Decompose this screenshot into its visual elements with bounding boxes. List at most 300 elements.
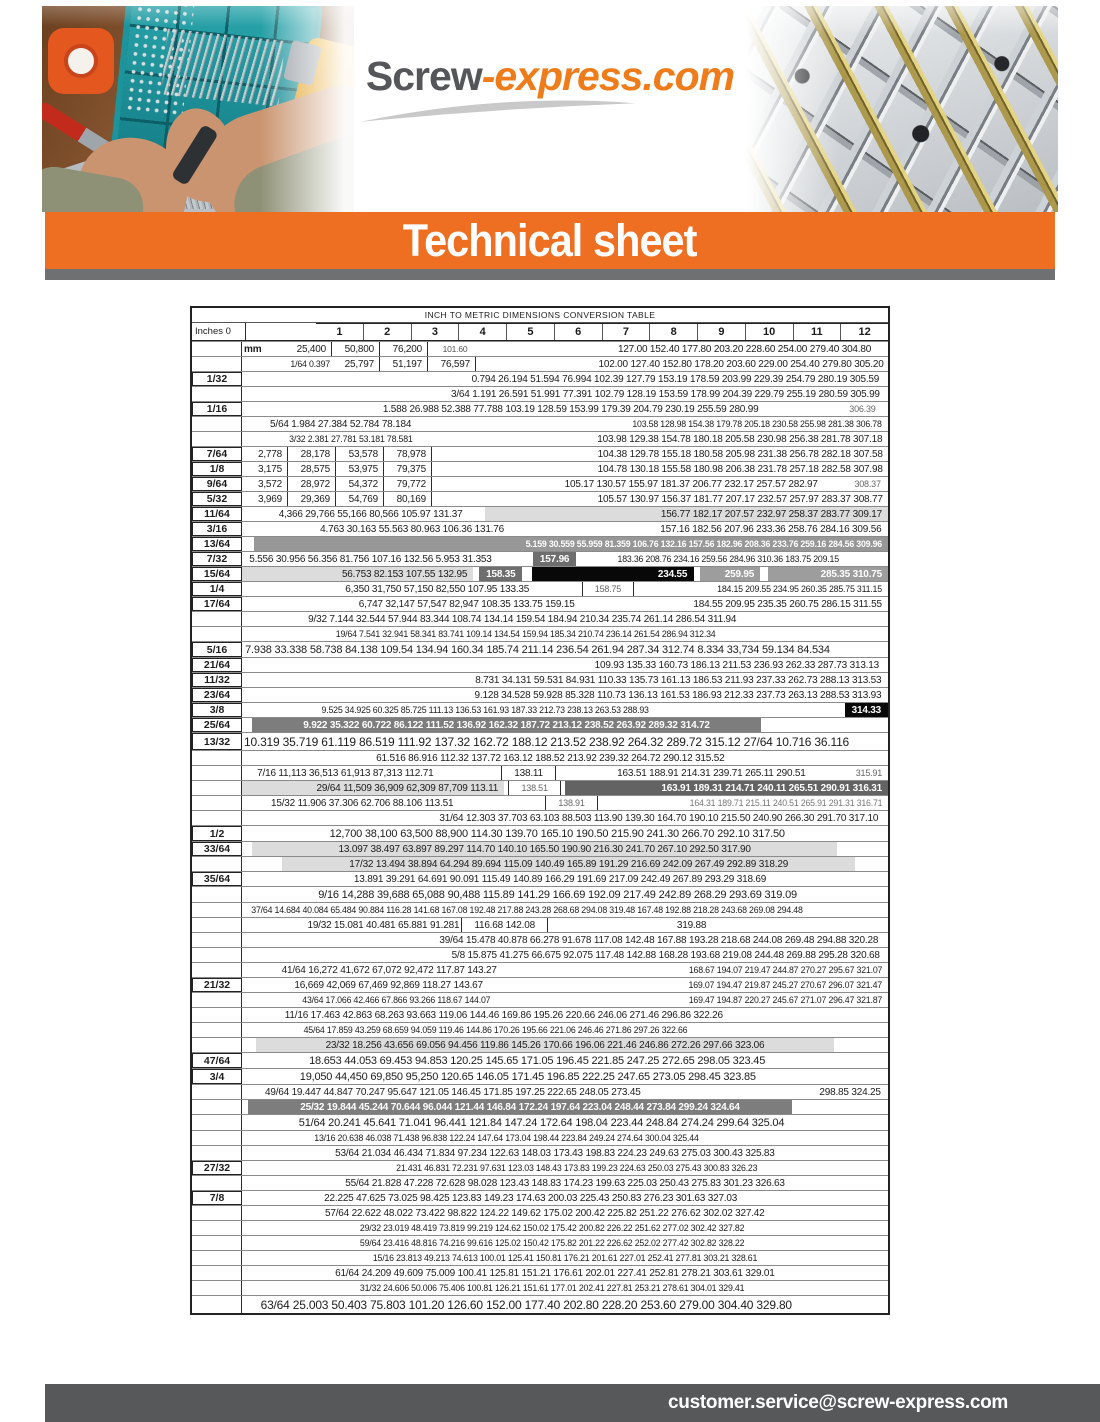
table-cell: 76,200: [380, 342, 428, 356]
table-cell: 29,369: [288, 492, 336, 506]
table-row: [192, 1280, 888, 1295]
table-row: [192, 626, 888, 641]
row-label: 33/64: [192, 842, 242, 856]
table-row: [192, 1190, 888, 1205]
table-cell: 45/64 17.859 43.259 68.659 94.059 119.46 144.86 170.26 195.66 221.06 246.46 271.86 297.26 322.66: [303, 1025, 688, 1035]
table-cell: 5.159 30.559 55.959 81.359 106.76 132.16 157.56 182.96 208.36 233.76 259.16 284.56 309.96: [254, 537, 888, 551]
logo-text: [330, 53, 770, 99]
table-row: [192, 611, 888, 626]
table-cell: 127.00 152.40 177.80 203.20 228.60 254.00 279.40 304.80: [617, 343, 872, 355]
table-row: [192, 810, 888, 825]
table-row: [192, 856, 888, 871]
table-cell: 184.55 209.95 235.35 260.75 286.15 311.55: [693, 598, 882, 610]
row-content: [242, 1191, 888, 1205]
table-cell: 28,972: [288, 477, 336, 491]
row-label: [192, 857, 242, 871]
row-content: [242, 857, 888, 871]
row-content: [242, 781, 888, 795]
row-content: [242, 1281, 888, 1295]
logo-text-secondary: -express.com: [481, 53, 735, 99]
row-label: 21/64: [192, 658, 242, 672]
row-content: [242, 1251, 888, 1265]
table-cell: 11/16 17.463 42.863 68.263 93.663 119.06 144.46 169.86 195.26 220.66 246.06 271.46 296.86 322.26: [284, 1009, 723, 1021]
screws-photo: [746, 6, 1058, 212]
column-header: 2: [363, 324, 411, 340]
row-content: [242, 1236, 888, 1250]
table-row: [192, 977, 888, 992]
table-cell: 163.91 189.31 214.71 240.11 265.51 290.91 316.31: [565, 781, 888, 795]
table-row: [192, 1084, 888, 1099]
row-content: [242, 402, 888, 416]
row-content: [242, 1115, 888, 1130]
table-cell: mm: [244, 343, 262, 355]
table-cell: 13.097 38.497 63.897 89.297 114.70 140.10 165.50 190.90 216.30 241.70 267.10 292.50 317.90: [252, 842, 837, 856]
table-cell: 80,169: [384, 492, 432, 506]
row-label: 1/4: [192, 582, 242, 596]
logo-text-primary: Screw: [365, 53, 482, 99]
table-cell: 157.16 182.56 207.96 233.36 258.76 284.16 309.56: [660, 523, 882, 535]
table-row: [192, 1007, 888, 1022]
table-row: [192, 521, 888, 536]
row-label: 11/32: [192, 673, 242, 687]
table-row: [192, 1068, 888, 1084]
table-cell: 53/64 21.034 46.434 71.834 97.234 122.63 148.03 173.43 198.83 224.23 249.63 275.03 300.43 325.83: [335, 1147, 775, 1159]
table-cell: 0.794 26.194 51.594 76.994 102.39 127.79 153.19 178.59 203.99 229.39 254.79 280.19 305.59: [471, 373, 880, 385]
table-cell: 19/64 7.541 32.941 58.341 83.741 109.14 134.54 159.94 185.34 210.74 236.14 261.54 286.94 312.34: [335, 629, 716, 639]
table-cell: 13.891 39.291 64.691 90.091 115.49 140.89 166.29 191.69 217.09 242.49 267.89 293.29 318.69: [353, 873, 767, 885]
table-cell: 51,197: [380, 357, 428, 371]
row-label: [192, 963, 242, 977]
table-cell: 23/32 18.256 43.656 69.056 94.456 119.86 145.26 170.66 196.06 221.46 246.86 272.26 297.66 323.06: [256, 1038, 834, 1052]
table-cell: 163.51 188.91 214.31 239.71 265.11 290.51: [617, 767, 806, 779]
table-cell: 25/32 19.844 45.244 70.644 96.044 121.44 146.84 172.24 197.64 223.04 248.44 273.84 299.24 324.64: [248, 1100, 792, 1114]
table-cell: 6,747 32,147 57,547 82,947 108.35 133.75 159.15: [358, 598, 575, 610]
table-cell: 138.11: [501, 766, 556, 780]
table-cell: 25,797: [332, 357, 380, 371]
photo-fade-overlay: [42, 6, 354, 212]
footer: [45, 1384, 1100, 1422]
column-header: 10: [745, 324, 793, 340]
table-row: [192, 841, 888, 856]
table-cell: 28,178: [288, 447, 336, 461]
table-cell: 306.39: [849, 404, 876, 414]
table-row: [192, 902, 888, 917]
row-content: [242, 963, 888, 977]
table-row: [192, 641, 888, 657]
row-content: [242, 552, 888, 566]
row-label: [192, 948, 242, 962]
table-cell: 169.07 194.47 219.87 245.27 270.67 296.07 321.47: [688, 980, 882, 990]
row-label: [192, 1236, 242, 1250]
table-row: [192, 401, 888, 416]
row-content: [242, 1038, 888, 1052]
row-label: 7/32: [192, 552, 242, 566]
table-cell: 5/64 1.984 27.384 52.784 78.184: [270, 418, 412, 430]
table-cell: 76,597: [428, 357, 476, 371]
table-row: [192, 917, 888, 932]
table-cell: 17/32 13.494 38.894 64.294 89.694 115.09 140.49 165.89 191.29 216.69 242.09 267.49 292.89 318.29: [282, 857, 855, 871]
table-cell: 54,769: [336, 492, 384, 506]
banner-underline: [45, 269, 1055, 280]
row-label: [192, 1266, 242, 1280]
row-label: [192, 1085, 242, 1099]
table-cell: 51/64 20.241 45.641 71.041 96.441 121.84 147.24 172.64 198.04 223.44 248.84 274.24 299.64 325.04: [298, 1116, 785, 1129]
table-cell: 234.55: [532, 567, 694, 581]
table-cell: 39/64 15.478 40.878 66.278 91.678 117.08 142.48 167.88 193.28 218.68 244.08 269.48 294.88 320.28: [439, 934, 879, 946]
row-content: [242, 567, 888, 581]
table-cell: 116.68 142.08: [461, 918, 548, 932]
table-row: [192, 581, 888, 596]
row-label: [192, 933, 242, 947]
table-row: [192, 780, 888, 795]
column-header: 4: [458, 324, 506, 340]
row-label: [192, 751, 242, 765]
row-content: [242, 872, 888, 886]
table-cell: 138.51: [508, 781, 560, 795]
table-row: [192, 356, 888, 371]
row-content: [242, 733, 888, 750]
table-cell: 7.938 33.338 58.738 84.138 109.54 134.94 160.34 185.74 211.14 236.54 261.94 287.34 312.74 8.334 33,734 59.134 84.534: [245, 643, 830, 656]
row-content: [242, 372, 888, 386]
row-content: [242, 417, 888, 431]
row-content: [242, 387, 888, 401]
row-label: [192, 796, 242, 810]
table-cell: 18.653 44.053 69.453 94.853 120.25 145.65 171.05 196.45 221.85 247.25 272.65 298.05 323.45: [309, 1054, 766, 1067]
table-row: [192, 1175, 888, 1190]
table-cell: 21.431 46.831 72.231 97.631 123.03 148.43 173.83 199.23 224.63 250.03 275.43 300.83 326.23: [396, 1163, 758, 1173]
table-cell: 28,575: [288, 462, 336, 476]
table-cell: 79,772: [384, 477, 432, 491]
table-cell: 157.96: [533, 552, 576, 566]
table-row: [192, 1235, 888, 1250]
row-content: [242, 751, 888, 765]
table-row: [192, 1037, 888, 1052]
table-cell: 9/32 7.144 32.544 57.944 83.344 108.74 134.14 159.54 184.94 210.34 235.74 261.14 286.54 311.94: [308, 613, 737, 625]
column-header: 8: [649, 324, 697, 340]
row-label: 35/64: [192, 872, 242, 886]
table-row: [192, 657, 888, 672]
table-row: [192, 566, 888, 581]
table-cell: 9.922 35.322 60.722 86.122 111.52 136.92 162.32 187.72 213.12 238.52 263.92 289.32 314.72: [252, 718, 761, 732]
row-content: [242, 1206, 888, 1220]
table-cell: 9/16 14,288 39,688 65,088 90,488 115.89 141.29 166.69 192.09 217.49 242.89 268.29 293.69 319.09: [318, 888, 797, 901]
table-row: [192, 596, 888, 611]
row-content: [242, 673, 888, 687]
row-label: [192, 417, 242, 431]
row-content: [242, 688, 888, 702]
table-cell: 101.60: [442, 344, 468, 354]
row-content: [242, 1100, 888, 1114]
row-content: [242, 1008, 888, 1022]
row-label: [192, 1296, 242, 1313]
table-row: [192, 1022, 888, 1037]
column-header: 7: [602, 324, 650, 340]
table-row: [192, 1114, 888, 1130]
table-cell: 57/64 22.622 48.022 73.422 98.822 124.22 149.62 175.02 200.42 225.82 251.22 276.62 302.02 327.42: [324, 1207, 765, 1219]
footer-email: customer.service@screw-express.com: [668, 1392, 1008, 1413]
column-headers: [316, 323, 888, 340]
row-label: [192, 1281, 242, 1295]
table-row: [192, 702, 888, 717]
table-row: [192, 932, 888, 947]
row-label: 1/2: [192, 826, 242, 841]
row-content: [242, 627, 888, 641]
table-cell: 78,978: [384, 447, 432, 461]
table-cell: 19/32 15.081 40.481 65.881 91.281: [307, 919, 460, 931]
table-row: [192, 750, 888, 765]
table-cell: 105.17 130.57 155.97 181.37 206.77 232.17 257.57 282.97: [564, 478, 818, 490]
table-cell: 55/64 21.828 47.228 72.628 98.028 123.43 148.83 174.23 199.63 225.03 250.43 275.83 301.23 326.63: [345, 1177, 785, 1189]
row-content: [242, 537, 888, 551]
table-cell: 169.47 194.87 220.27 245.67 271.07 296.47 321.87: [688, 995, 883, 1005]
table-cell: 53,975: [336, 462, 384, 476]
row-label: 47/64: [192, 1053, 242, 1068]
table-cell: 49/64 19.447 44.847 70.247 95.647 121.05 146.45 171.85 197.25 222.65 248.05 273.45: [264, 1086, 641, 1098]
row-content: [242, 658, 888, 672]
row-label: 7/8: [192, 1191, 242, 1205]
table-cell: 103.58 128.98 154.38 179.78 205.18 230.58 255.98 281.38 306.78: [632, 419, 882, 429]
row-content: [242, 1161, 888, 1175]
table-cell: 3/32 2.381 27.781 53.181 78.581: [289, 434, 413, 444]
column-header: 12: [840, 324, 888, 340]
table-row: [192, 371, 888, 386]
table-row: [192, 732, 888, 750]
row-label: 3/4: [192, 1069, 242, 1084]
row-content: [242, 703, 888, 717]
row-label: [192, 781, 242, 795]
row-label: [192, 1206, 242, 1220]
table-cell: 4.763 30.163 55.563 80.963 106.36 131.76: [320, 523, 504, 535]
table-cell: 319.88: [676, 919, 707, 931]
row-label: 27/32: [192, 1161, 242, 1175]
table-cell: 61/64 24.209 49.609 75.009 100.41 125.81 151.21 176.61 202.01 227.41 252.81 278.21 303.61 329.01: [335, 1267, 775, 1279]
table-row: [192, 446, 888, 461]
table-row: [192, 1145, 888, 1160]
row-content: [242, 582, 888, 596]
table-cell: 31/32 24.606 50.006 75.406 100.81 126.21 151.61 177.01 202.41 227.81 253.21 278.61 304.01 329.41: [359, 1283, 745, 1293]
row-label: [192, 766, 242, 780]
table-cell: 6,350 31,750 57,150 82,550 107.95 133.35: [345, 583, 530, 595]
table-row: [192, 717, 888, 732]
table-cell: 315.91: [855, 768, 883, 778]
row-content: [242, 522, 888, 536]
table-cell: 25,400: [284, 342, 332, 356]
row-content: [242, 933, 888, 947]
row-label: [192, 1146, 242, 1160]
row-label: [192, 1038, 242, 1052]
table-cell: 158.35: [479, 567, 522, 581]
table-cell: 156.77 182.17 207.57 232.97 258.37 283.77 309.17: [485, 507, 888, 521]
table-cell: 50,800: [332, 342, 380, 356]
table-cell: 56.753 82.153 107.55 132.95: [242, 567, 473, 581]
table-row: [192, 506, 888, 521]
row-content: [242, 811, 888, 825]
row-label: [192, 342, 242, 356]
row-content: [242, 1069, 888, 1084]
row-label: [192, 918, 242, 932]
table-row: [192, 1220, 888, 1235]
logo: [330, 53, 770, 127]
row-label: [192, 1131, 242, 1145]
row-content: [242, 432, 888, 446]
table-cell: 15/32 11.906 37.306 62.706 88.106 113.51: [270, 797, 454, 809]
row-label: [192, 903, 242, 917]
table-row: [192, 687, 888, 702]
table-cell: 16,669 42,069 67,469 92,869 118.27 143.67: [294, 979, 483, 991]
table-row: [192, 947, 888, 962]
row-label: 9/64: [192, 477, 242, 491]
row-label: [192, 1221, 242, 1235]
row-content: [242, 357, 888, 371]
table-cell: 102.00 127.40 152.80 178.20 203.60 229.00 254.40 279.80 305.20: [598, 358, 884, 370]
row-content: [242, 826, 888, 841]
table-cell: 103.98 129.38 154.78 180.18 205.58 230.98 256.38 281.78 307.18: [597, 433, 883, 445]
photo-fade-overlay: [746, 6, 1058, 212]
row-content: [242, 718, 888, 732]
column-header: 9: [697, 324, 745, 340]
row-content: [242, 1266, 888, 1280]
table-cell: 29/32 23.019 48.419 73.819 99.219 124.62 150.02 175.42 200.82 226.22 251.62 277.02 302.42 327.82: [359, 1223, 745, 1233]
table-row: [192, 962, 888, 977]
row-label: [192, 432, 242, 446]
table-row: [192, 825, 888, 841]
row-content: [242, 1085, 888, 1099]
table-cell: 3/64 1.191 26.591 51.991 77.391 102.79 128.19 153.59 178.99 204.39 229.79 255.19 280.59 305.99: [450, 388, 880, 400]
table-cell: 158.75: [582, 582, 634, 596]
banner: [45, 212, 1055, 269]
table-header-row: [192, 323, 888, 341]
row-label: [192, 1100, 242, 1114]
table-cell: 1/64 0.397: [290, 359, 330, 369]
row-label: [192, 811, 242, 825]
table-cell: 5/8 15.875 41.275 66.675 92.075 117.48 142.88 168.28 193.68 219.08 244.48 269.88 295.28 320.68: [451, 949, 880, 961]
table-cell: 54,372: [336, 477, 384, 491]
row-label: 17/64: [192, 597, 242, 611]
row-content: [242, 993, 888, 1007]
row-content: [242, 796, 888, 810]
table-cell: 3,969: [242, 492, 288, 506]
row-label: 11/64: [192, 507, 242, 521]
table-cell: 29/64 11,509 36,909 62,309 87,709 113.11: [242, 781, 504, 795]
row-content: [242, 1053, 888, 1068]
row-label: 3/16: [192, 522, 242, 536]
table-row: [192, 341, 888, 356]
row-label: 23/64: [192, 688, 242, 702]
row-content: [242, 597, 888, 611]
row-content: [242, 1023, 888, 1037]
table-row: [192, 551, 888, 566]
table-cell: 43/64 17.066 42.466 67.866 93.266 118.67 144.07: [302, 995, 491, 1005]
table-cell: 8.731 34.131 59.531 84.931 110.33 135.73 161.13 186.53 211.93 237.33 262.73 288.13 313.53: [475, 674, 882, 686]
row-content: [242, 948, 888, 962]
table-cell: 104.78 130.18 155.58 180.98 206.38 231.78 257.18 282.58 307.98: [597, 463, 883, 475]
row-content: [242, 642, 888, 657]
row-content: [242, 842, 888, 856]
table-cell: 3,572: [242, 477, 288, 491]
row-label: 15/64: [192, 567, 242, 581]
row-label: 7/64: [192, 447, 242, 461]
column-header: 3: [411, 324, 459, 340]
table-row: [192, 871, 888, 886]
row-label: 13/32: [192, 733, 242, 750]
conversion-table: [190, 306, 890, 1315]
row-label: 1/8: [192, 462, 242, 476]
row-content: [242, 887, 888, 902]
table-cell: 15/16 23.813 49.213 74.613 100.01 125.41 150.81 176.21 201.61 227.01 252.41 277.81 303.21 328.61: [372, 1253, 758, 1263]
row-label: 13/64: [192, 537, 242, 551]
row-label: [192, 627, 242, 641]
table-cell: 183.36 208.76 234.16 259.56 284.96 310.36 183.75 209.15: [617, 554, 839, 564]
table-cell: 168.67 194.07 219.47 244.87 270.27 295.67 321.07: [688, 965, 883, 975]
table-cell: 9.128 34.528 59.928 85.328 110.73 136.13 161.53 186.93 212.33 237.73 263.13 288.53 313.93: [474, 689, 882, 701]
table-row: [192, 416, 888, 431]
table-row: [192, 992, 888, 1007]
table-row: [192, 672, 888, 687]
column-header: 5: [506, 324, 554, 340]
row-label: 1/16: [192, 402, 242, 416]
table-row: [192, 886, 888, 902]
table-cell: 12,700 38,100 63,500 88,900 114.30 139.70 165.10 190.50 215.90 241.30 266.70 292.10 317.50: [329, 827, 785, 840]
table-cell: 10.319 35.719 61.119 86.519 111.92 137.32 162.72 188.12 213.52 238.92 264.32 289.72 315.12 27/64 10.716 36.116: [244, 734, 850, 749]
table-body: [192, 341, 888, 1313]
table-title: INCH TO METRIC DIMENSIONS CONVERSION TABLE: [192, 308, 888, 323]
table-cell: 138.91: [545, 796, 597, 810]
table-cell: 3,175: [242, 462, 288, 476]
table-cell: 37/64 14.684 40.084 65.484 90.884 116.28 141.68 167.08 192.48 217.88 243.28 268.68 294.08 319.48 167.48 192.88 218.28 243.68 269.08 294.48: [251, 905, 803, 915]
table-cell: 5.556 30.956 56.356 81.756 107.16 132.56 5.953 31.353: [249, 553, 492, 565]
table-cell: 2,778: [242, 447, 288, 461]
table-row: [192, 765, 888, 780]
column-header: 1: [336, 326, 343, 338]
table-cell: 308.37: [854, 479, 881, 489]
table-row: [192, 1265, 888, 1280]
row-content: [242, 1146, 888, 1160]
table-cell: 13/16 20.638 46.038 71.438 96.838 122.24 147.64 173.04 198.44 223.84 249.24 274.64 300.04 325.44: [314, 1133, 699, 1143]
table-cell: 41/64 16,272 41,672 67,072 92,472 117.87 143.27: [281, 964, 497, 976]
table-row: [192, 1099, 888, 1114]
table-row: [192, 431, 888, 446]
row-label: 5/16: [192, 642, 242, 657]
row-content: [242, 978, 888, 992]
column-header: 6: [554, 324, 602, 340]
row-content: [242, 507, 888, 521]
column-header: 11: [793, 324, 841, 340]
table-row: [192, 536, 888, 551]
table-cell: 31/64 12.303 37.703 63.103 88.503 113.90 139.30 164.70 190.10 215.50 240.90 266.30 291.70 317.10: [439, 812, 879, 824]
row-content: [242, 903, 888, 917]
row-content: [242, 918, 888, 932]
table-cell: 109.93 135.33 160.73 186.13 211.53 236.93 262.33 287.73 313.13: [594, 659, 879, 671]
table-row: [192, 386, 888, 401]
row-content: [242, 1221, 888, 1235]
header-spacer: [246, 323, 316, 340]
row-label: [192, 387, 242, 401]
table-cell: 164.31 189.71 215.11 240.51 265.91 291.31 316.71: [689, 798, 883, 808]
table-cell: 105.57 130.97 156.37 181.77 207.17 232.57 257.97 283.37 308.77: [597, 493, 883, 505]
row-content: [242, 1296, 888, 1313]
table-row: [192, 1052, 888, 1068]
row-content: [242, 462, 888, 476]
banner-title: Technical sheet: [403, 214, 697, 266]
row-label: [192, 1008, 242, 1022]
table-row: [192, 1130, 888, 1145]
row-content: [242, 766, 888, 780]
row-label: 25/64: [192, 718, 242, 732]
table-cell: 19,050 44,450 69,850 95,250 120.65 146.05 171.45 196.85 222.25 247.65 273.05 298.45 323.85: [299, 1070, 756, 1083]
row-content: [242, 1131, 888, 1145]
table-cell: 259.95: [700, 567, 760, 581]
workbench-photo: [42, 6, 354, 212]
